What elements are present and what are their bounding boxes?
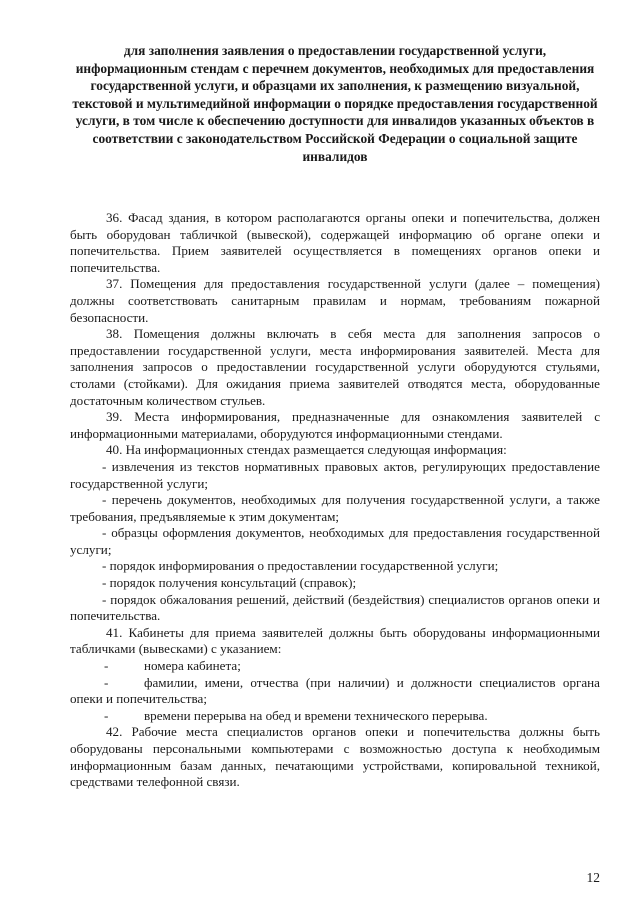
- list-item-41-2: [70, 675, 600, 708]
- list-dash: -: [104, 658, 109, 674]
- list-item-text: фамилии, имени, отчества (при наличии) и должности специалистов органа опеки и попечительства;: [70, 674, 600, 707]
- paragraph-36: 36. Фасад здания, в котором располагаются органы опеки и попечительства, должен быть оборудован табличкой (вывеской), содержащей информацию об органе опеки и попечительства. Прием заявителей осуществляется в помещениях органов опеки и попечительства.: [70, 210, 600, 275]
- paragraph-38: 38. Помещения должны включать в себя места для заполнения запросов о предоставлении государственной услуги, места информирования заявителей. Места для заполнения запросов о предоставлении государственной услуги оборудуются стульями, столами (стойками). Для ожидания приема заявителей отводятся места, оборудованные достаточным количеством стульев.: [70, 326, 600, 408]
- list-item-40-5: - порядок получения консультаций (справок);: [102, 575, 357, 591]
- document-body: [70, 210, 600, 791]
- list-item-40-6: - порядок обжалования решений, действий (бездействия) специалистов органов опеки и попечительства.: [70, 591, 600, 624]
- paragraph-40: 40. На информационных стендах размещается следующая информация:: [106, 442, 507, 458]
- list-item-text: времени перерыва на обед и времени технического перерыва.: [144, 707, 488, 723]
- paragraph-39: 39. Места информирования, предназначенные для ознакомления заявителей с информационными материалами, оборудуются информационными стендами.: [70, 409, 600, 441]
- section-heading: для заполнения заявления о предоставлении государственной услуги, информационным стендам с перечнем документов, необходимых для предоставления государственной услуги, и образцами их заполнения, к размещению визуальной, текстовой и мультимедийной информации о порядке предоставления государственной услуги, в том числе к обеспечению доступности для инвалидов указанных объектов в соответствии с законодательством Российской Федерации о социальной защите инвалидов: [72, 43, 598, 164]
- list-dash: -: [104, 707, 109, 723]
- list-item-40-3: - образцы оформления документов, необходимых для предоставления государственной услуги;: [70, 525, 600, 557]
- list-item-41-1: [70, 658, 600, 675]
- paragraph-41: 41. Кабинеты для приема заявителей должны быть оборудованы информационными табличками (вывесками) с указанием:: [70, 624, 600, 657]
- list-dash: -: [104, 674, 109, 690]
- paragraph-42: 42. Рабочие места специалистов органов опеки и попечительства должны быть оборудованы персональными компьютерами с возможностью доступа к необходимым информационным базам данных, печатающими устройствами, копировальной техникой, средствами телефонной связи.: [70, 724, 600, 790]
- page-number: 12: [586, 870, 600, 885]
- paragraph-37: 37. Помещения для предоставления государственной услуги (далее – помещения) должны соответствовать санитарным правилам и нормам, требованиям пожарной безопасности.: [70, 276, 600, 325]
- list-item-41-3: [70, 708, 600, 725]
- list-item-40-2: - перечень документов, необходимых для получения государственной услуги, а также требования, предъявляемые к этим документам;: [70, 492, 600, 524]
- list-item-text: номера кабинета;: [144, 658, 241, 674]
- list-item-40-1: - извлечения из текстов нормативных правовых актов, регулирующих предоставление государственной услуги;: [70, 458, 600, 491]
- list-item-40-4: - порядок информирования о предоставлении государственной услуги;: [102, 558, 499, 574]
